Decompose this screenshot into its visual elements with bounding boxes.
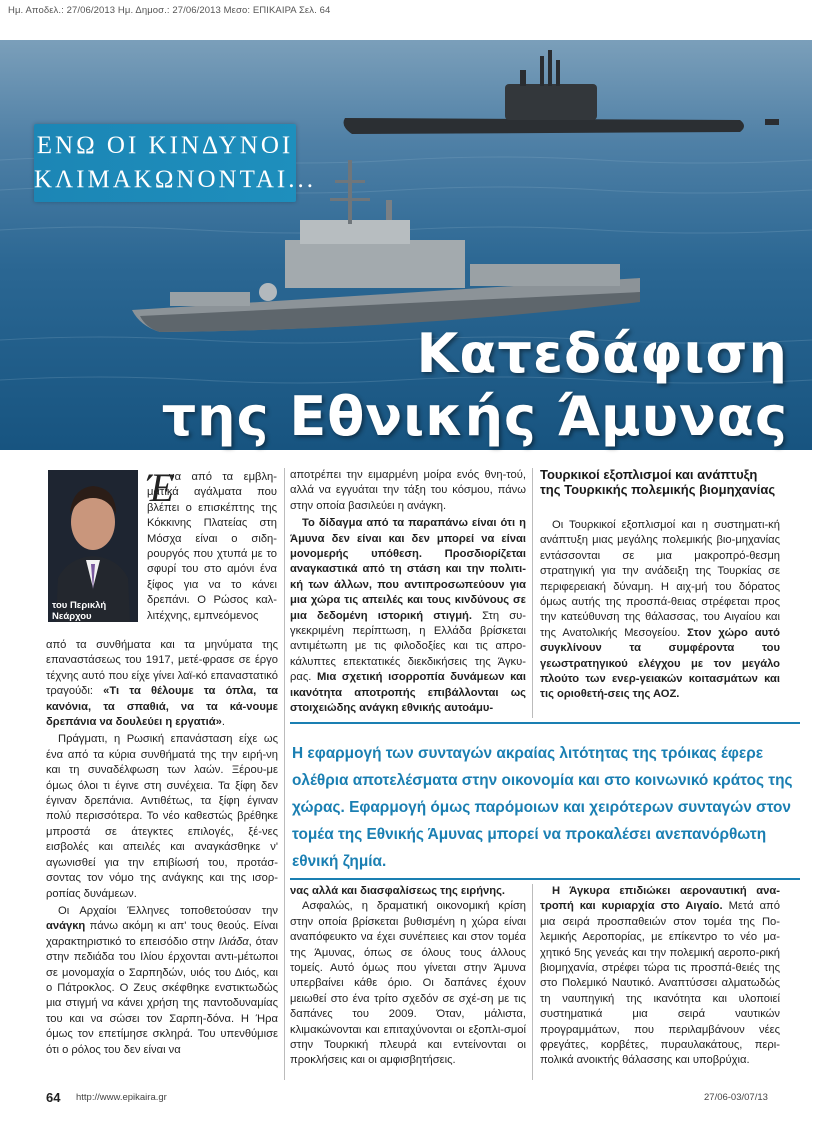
c1-p3-italic: Ιλιάδα <box>218 935 249 948</box>
c1-paragraph-3 <box>46 904 278 1058</box>
column-divider-2b <box>532 884 533 1080</box>
c3-lower-paragraph <box>540 884 780 1069</box>
c3-lower-p: Μετά από μια σειρά προσπαθειών στον τομέα της Πο-λεμικής Αεροπορίας, με επίκεντρο το νέο μα-χητικό 5ης γενεάς και την πολεμική αεροπο-ρική βιομηχανία, στρέφει τώρα τις προσπά-θειές της στο Πολεμικό Ναυτικό. Αναπτύσσει αλματωδώς τη ναυπηγική της ικανότητα και υλοποιεί συστηματικά μια σειρά ναυτικών προγραμμάτων, που περιλαμβάνουν νέες φρεγάτες, κορβέτες, πυραυλακάτους, περι-πολικά ανοικτής θάλασσης και υποβρύχια. <box>540 900 780 1067</box>
c1-p3b: πάνω ακόμη κι απ' τους θεούς. Είναι χαρακτηριστικό το επεισόδιο στην <box>46 920 278 948</box>
column-divider-1 <box>284 468 285 1080</box>
page-number: 64 <box>46 1090 61 1105</box>
author-name-line-1: του Περικλή <box>52 600 107 611</box>
meta-line: Ημ. Αποδελ.: 27/06/2013 Ημ. Δημοσ.: 27/06/2013 Μεσο: ΕΠΙΚΑΙΡΑ Σελ. 64 <box>8 5 331 16</box>
kicker-box <box>34 124 316 202</box>
c3-p1-bold: Στον χώρο αυτό συγκλίνουν τα συμφέροντα του γεωστρατηγικού ελέγχου με τον μεγάλο πλούτο των ενερ-γειακών κοιτασμάτων και τις οριοθετή-σεις της ΑΟΖ. <box>540 626 780 701</box>
c2-paragraph-1: αποτρέπει την ειμαρμένη μοίρα ενός θνη-τού, αλλά να εγγυάται την τάξη του κόσμου, πάνω στην οποία βασιλεύει η ανάγκη. <box>290 469 526 512</box>
c1-intro-top: να από τα εμβλη-ματικά αγάλματα που βλέπει ο επισκέπτης της Κόκκινης Πλατείας στη Μόσχα είναι ο σιδη-ρουργός που χτυπά με το σφυρί του στο αμόνι ένα ξίφος για να το κάνει δρεπάνι. Ο Ρώσος καλ-λιτέχνης, εμπνεόμενος <box>147 471 277 622</box>
c2-lower-bold: νας αλλά και διασφαλίσεως της ειρήνης. <box>290 885 506 897</box>
pullquote-rule-bottom <box>290 878 800 880</box>
kicker-line-2: ΚΛΙΜΑΚΩΝΟΝΤΑΙ... <box>34 166 316 193</box>
footer-url[interactable]: http://www.epikaira.gr <box>76 1092 167 1103</box>
headline-line-1: Κατεδάφιση <box>416 322 788 385</box>
headline-line-2: της Εθνικής Άμυνας <box>161 385 788 448</box>
c3-p1: Οι Τουρκικοί εξοπλισμοί και η συστηματι-κή ανάπτυξη μιας μεγάλης πολεμικής βιο-μηχανίας εντάσσονται σε μια μακροπρό-θεσμη στρατηγική για την ανάδειξη της Τουρκίας σε περιφερειακή δύναμη. Η αιχ-μή του δόρατος όμως αυτής της προσπά-θειας στρέφεται προς την κατεύθυνση της θάλασσας, του Αιγαίου και της Ανατολικής Μεσογείου. <box>540 519 780 639</box>
footer-date: 27/06-03/07/13 <box>704 1092 768 1103</box>
c1-p3c: , όταν στην πεδιάδα του Ιλίου έρχονται αντι-μέτωποι σε μονομαχία ο Σαρπηδών, υιός του Διός, και ο Πάτροκλος. Ο Ζευς σκέφθηκε ενστικτωδώς μια στιγμή να κάνει χρήση της παντοδυναμίας του και να σώσει τον Σαρπη-δόνα. Η Ήρα όμως τον επετίμησε σκληρά. Του υπενθύμισε ότι ο ρόλος του δεν είναι να <box>46 935 278 1056</box>
col2-lower <box>290 884 526 1069</box>
section-subhead: Τουρκικοί εξοπλισμοί και ανάπτυξη της Τουρκικής πολεμικής βιομηχανίας <box>540 467 776 497</box>
c2-p2-bold: Το δίδαγμα από τα παραπάνω είναι ότι η Άμυνα δεν είναι και δεν μπορεί να είναι μονομερής υπόθεση. Προσδιορίζεται αναγκαστικά από τη στάση και την πολιτι-κή των άλλων, που αντιπροσωπεύουν για μια χώρα τις απειλές και τους κινδύνους σε μια δεδομένη ιστορική στιγμή. <box>290 517 526 622</box>
c1-p3-bold: ανάγκη <box>46 920 86 933</box>
author-role: Πρέσβυς ε.τ. <box>52 624 106 635</box>
pullquote-rule-top <box>290 722 800 724</box>
col3-top <box>540 518 780 703</box>
c1-paragraph-2: Πράγματι, η Ρωσική επανάσταση είχε ως ένα από τα κύρια συνθήματά της την ειρή-νη και τη συναδέλφωση των λαών. Ξέρου-με όμως όλοι τι έγινε στη συνέχεια. Τα ξίφη δεν έγιναν δρεπάνια. Αντιθέτως, τα ξίφη έγιναν πολύ περισσότερα. Το νέο καθεστώς βρέθηκε μπροστά σε άτεγκτες επιλογές, ξέ-νες εισβολές και απειλές και αναγκάσθηκε ν' αγωνισθεί για την επιβίωσή του, προτάσ-σοντας τον νόμο της ανάγκης και της ισορ-ροπίας δυνάμεων. <box>46 733 278 900</box>
col2-top <box>290 468 526 717</box>
c2-paragraph-2 <box>290 516 526 716</box>
col1-top <box>147 465 277 624</box>
c1-p3a: Οι Αρχαίοι Έλληνες τοποθετούσαν την <box>58 904 278 917</box>
c3-paragraph-1 <box>540 518 780 703</box>
drop-cap: Έ <box>147 465 175 510</box>
c2-p2b: Στη συ-γκεκριμένη περίπτωση, η Ελλάδα βρίσκεται αντιμέτωπη με τις φιλοδοξίες και τις απρο-κάλυπτες επεκτατικές διεκδικήσεις της Άγκυ-ρας. <box>290 609 526 684</box>
kicker-line-1: ΕΝΩ ΟΙ ΚΙΝΔΥΝΟΙ <box>36 132 294 159</box>
author-name <box>52 600 106 622</box>
author-name-line-2: Νεάρχου <box>52 611 92 622</box>
c3-lower-bold: Η Άγκυρα επιδιώκει αεροναυτική ανα-τροπή και κυριαρχία στο Αιγαίο. <box>540 885 780 913</box>
col1-body: από τα συνθήματα και τα μηνύματα της επαναστάσεως του 1917, μετέ-φρασε σε έργο τέχνης αυτό που είχε γίνει λαϊ-κό επαναστατικό τραγούδι: «Τι τα θέλουμε τα όπλα, τα κανόνια, τα σπαθιά, να τα κά-νουμε δρεπάνια να δουλεύει η εργατιά». Πράγματι, η Ρωσική επανάσταση είχε ως ένα από τα κύρια συνθήματά της την ειρή-νη και τη συναδέλφωση των λαών. Ξέρου-με όμως όλοι τι έγινε στη συνέχεια. Τα ξίφη δεν έγιναν δρεπάνια. Αντιθέτως, τα ξίφη έγιναν πολύ περισσότερα. Το νέο καθεστώς βρέθηκε μπροστά σε άτεγκτες επιλογές, ξέ-νες εισβολές και απειλές και αναγκάσθηκε ν' αγωνισθεί για την επιβίωσή του, προτάσ-σοντας τον νόμο της ανάγκης και της ισορ-ροπίας δυνάμεων. Οι Αρχαίοι Έλληνες τοποθετούσαν την ανάγκη πάνω ακόμη κι απ' τους θεούς. Είναι χαρακτηριστικό το επεισόδιο στην Ιλιάδα, όταν στην πεδιάδα του Ιλίου έρχονται αντι-μέτωποι σε μονομαχία ο Σαρπηδών, υιός του Διός, και ο Πάτροκλος. Ο Ζευς σκέφθηκε ενστικτωδώς μια στιγμή να κάνει χρήση της παντοδυναμίας του και να σώσει τον Σαρπη-δόνα. Η Ήρα όμως τον επετίμησε σκληρά. Του υπενθύμισε ότι ο ρόλος του δεν είναι να <box>46 638 278 1058</box>
col3-lower <box>540 884 780 1069</box>
pullquote: Η εφαρμογή των συνταγών ακραίας λιτότητας της τρόικας έφερε ολέθρια αποτελέσματα στην οικονομία και στο κοινωνικό κράτος της χώρας. Εφαρμογή όμως παρόμοιων και χειρότερων συνταγών στον τομέα της Εθνικής Άμυνας μπορεί να προκαλέσει ανεπανόρθωτη εθνική ζημία. <box>292 745 793 870</box>
c1-song-quote: «Τι τα θέλουμε τα όπλα, τα κανόνια, τα σπαθιά, να τα κά-νουμε δρεπάνια να δουλεύει η εργατιά» <box>46 685 278 729</box>
c2-p2-bold2: Μια σχετική ισορροπία δυνάμεων και ικανότητα αποτροπής επιβάλλονται ως στοιχειώδης ανάγκη εθνικής αυτοάμυ- <box>290 671 526 715</box>
column-divider-2a <box>532 468 533 718</box>
c2-lower-paragraph: Ασφαλώς, η δραματική οικονομική κρίση στην οποία βρίσκεται βυθισμένη η χώρα είναι αναπόφευκτο να έχει συνέπειες και στον τομέα της Άμυνας, όπως σε όλους τους άλλους τομείς. Αυτό όμως που γίνεται στην Άμυνα υπερβαίνει κάθε όριο. Οι δαπάνες έχουν μειωθεί στο ένα τρίτο σχεδόν σε σχέ-ση με τις δαπάνες του 2009. Όταν, μάλιστα, κλιμακώνονται και επιταχύνονται οι εξοπλι-σμοί στην Τουρκική πλευρά και εντείνονται οι προκλήσεις και οι αμφισβητήσεις. <box>290 900 526 1067</box>
